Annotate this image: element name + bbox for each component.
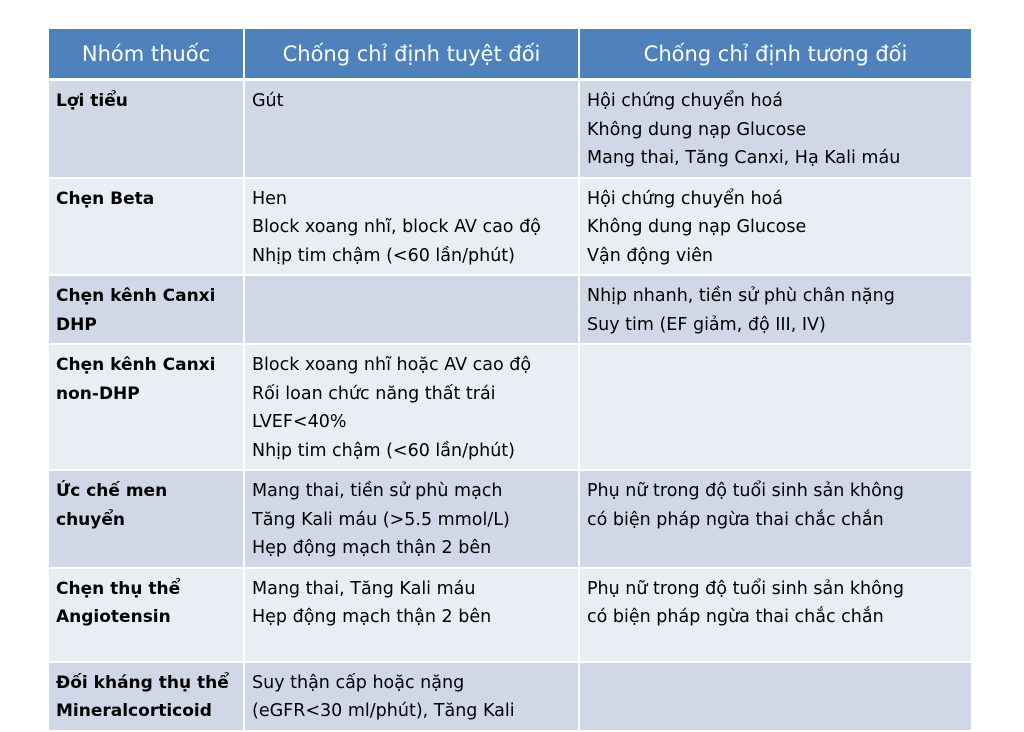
absolute-cell (244, 662, 579, 731)
drug-group-cell: Ức chế men chuyển (49, 470, 244, 568)
drug-group-cell: Chẹn thụ thể Angiotensin (49, 568, 244, 662)
relative-item: Mang thai, Tăng Canxi, Hạ Kali máu (587, 148, 901, 168)
table-row (49, 275, 971, 344)
relative-cell (579, 662, 971, 731)
table-row (49, 662, 971, 731)
absolute-cell (244, 470, 579, 568)
drug-group-cell: Chẹn Beta (49, 178, 244, 276)
table-row (49, 470, 971, 568)
drug-group-cell: Chẹn kênh Canxi non-DHP (49, 344, 244, 470)
relative-cell (579, 344, 971, 470)
table-row (49, 178, 971, 276)
absolute-item: (eGFR<30 ml/phút), Tăng Kali (252, 701, 515, 721)
contraindication-table (49, 29, 971, 732)
absolute-item: Nhịp tim chậm (<60 lần/phút) (252, 440, 515, 461)
relative-item: Suy tim (EF giảm, độ III, IV) (587, 314, 826, 335)
table-row (49, 344, 971, 470)
contraindication-table-container (49, 29, 971, 721)
relative-item: Hội chứng chuyển hoá (587, 188, 783, 209)
absolute-item: Hẹp động mạch thận 2 bên (252, 538, 492, 558)
relative-cell (579, 275, 971, 344)
relative-item: Nhịp nhanh, tiền sử phù chân nặng (587, 286, 895, 306)
absolute-cell (244, 80, 579, 178)
absolute-cell (244, 344, 579, 470)
absolute-cell (244, 178, 579, 276)
absolute-item: Hen (252, 188, 288, 209)
relative-item: Phụ nữ trong độ tuổi sinh sản không (587, 578, 904, 599)
relative-cell (579, 568, 971, 662)
absolute-item: Mang thai, tiền sử phù mạch (252, 481, 503, 501)
relative-item: Phụ nữ trong độ tuổi sinh sản không (587, 481, 904, 501)
absolute-item: Hẹp động mạch thận 2 bên (252, 607, 492, 627)
absolute-cell (244, 568, 579, 662)
absolute-item: Block xoang nhĩ hoặc AV cao độ (252, 355, 532, 375)
relative-item: có biện pháp ngừa thai chắc chắn (587, 607, 884, 627)
absolute-item: Rối loan chức năng thất trái (252, 383, 496, 404)
drug-group-cell: Đối kháng thụ thể Mineralcorticoid (49, 662, 244, 731)
table-header-row (49, 29, 971, 80)
header-relative-contraindication: Chống chỉ định tương đối (579, 29, 971, 80)
header-absolute-contraindication: Chống chỉ định tuyệt đối (244, 29, 579, 80)
absolute-item: Tăng Kali máu (>5.5 mmol/L) (252, 509, 510, 530)
relative-item: Không dung nạp Glucose (587, 217, 807, 237)
absolute-item: Mang thai, Tăng Kali máu (252, 578, 476, 599)
relative-item: Vận động viên (587, 245, 714, 266)
relative-cell (579, 178, 971, 276)
drug-group-cell: Chẹn kênh Canxi DHP (49, 275, 244, 344)
table-row (49, 568, 971, 662)
header-drug-group: Nhóm thuốc (49, 29, 244, 80)
drug-group-cell: Lợi tiểu (49, 80, 244, 178)
absolute-item: Nhịp tim chậm (<60 lần/phút) (252, 245, 515, 266)
absolute-item: Gút (252, 91, 284, 111)
relative-cell (579, 470, 971, 568)
table-row (49, 80, 971, 178)
absolute-item: Suy thận cấp hoặc nặng (252, 672, 465, 693)
absolute-item: LVEF<40% (252, 412, 347, 432)
relative-item: Hội chứng chuyển hoá (587, 91, 783, 111)
relative-item: Không dung nạp Glucose (587, 119, 807, 140)
absolute-cell (244, 275, 579, 344)
absolute-item: Block xoang nhĩ, block AV cao độ (252, 217, 541, 237)
relative-cell (579, 80, 971, 178)
relative-item: có biện pháp ngừa thai chắc chắn (587, 509, 884, 530)
